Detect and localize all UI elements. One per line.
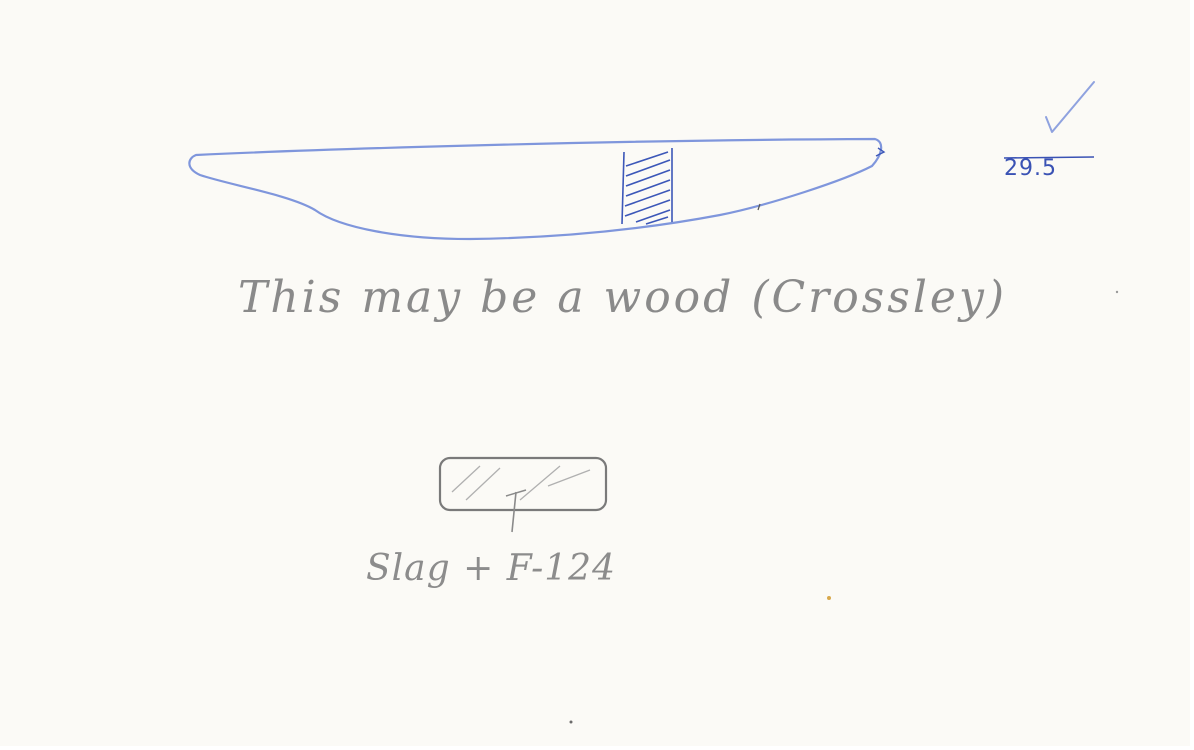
paper-speck <box>570 721 573 724</box>
cross-section-hatch <box>622 148 672 224</box>
note-text: This may be a wood (Crossley) <box>238 272 1007 323</box>
specimen-label: Slag + F-124 <box>366 548 616 589</box>
paper-speck <box>827 596 831 600</box>
check-icon <box>1046 82 1094 132</box>
specimen-sketch <box>440 458 606 532</box>
paper-speck <box>1116 291 1118 293</box>
artifact-outline <box>189 139 881 239</box>
measurement-text: 29.5 <box>1004 156 1057 181</box>
